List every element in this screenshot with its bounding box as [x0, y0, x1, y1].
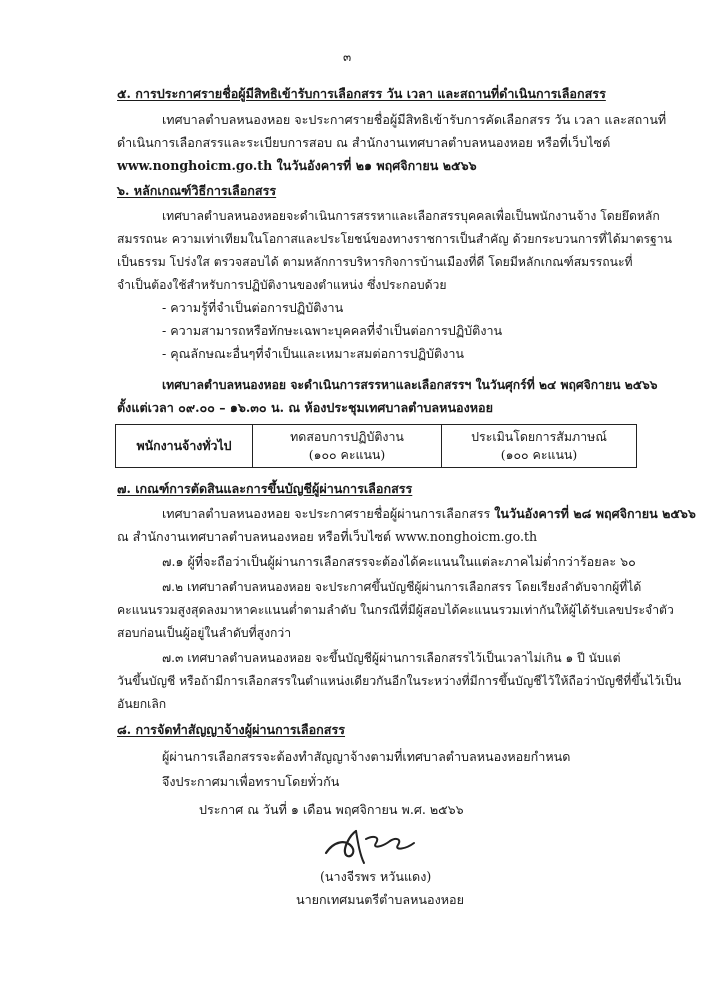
section5-website-date: www.nonghoicm.go.th ในวันอังคารที่ ๒๑ พฤศจิกายน ๒๕๖๖ — [117, 158, 477, 173]
section7-item-3-line-2: วันขึ้นบัญชี หรือถ้ามีการเลือกสรรในตำแหน่งเดียวกันอีกในระหว่างที่มีการขึ้นบัญชีไว้ให้ถือว่าบัญชีที่ขึ้นไว้เป็น — [117, 674, 682, 688]
signature-image — [320, 825, 420, 869]
practical-test-cell — [253, 425, 442, 468]
section7-item-2-line-3: สอบก่อนเป็นผู้อยู่ในลำดับที่สูงกว่า — [117, 626, 292, 640]
section6-line-3: เป็นธรรม โปร่งใส ตรวจสอบได้ ตามหลักการบริหารกิจการบ้านเมืองที่ดี โดยมีหลักเกณฑ์สมรรถนะที่ — [117, 255, 633, 269]
signer-name: (นางจีรพร หวันแดง) — [320, 869, 432, 884]
signer-title: นายกเทศมนตรีตำบลหนองหอย — [296, 892, 464, 907]
position-cell: พนักงานจ้างทั่วไป — [116, 425, 253, 468]
section6-bullet-1: - ความรู้ที่จำเป็นต่อการปฏิบัติงาน — [162, 300, 344, 315]
section7-item-2-line-2: คะแนนรวมสูงสุดลงมาหาคะแนนต่ำตามลำดับ ในกรณีที่มีผู้สอบได้คะแนนรวมเท่ากันให้ผู้ได้รับเลขประจำตัว — [117, 603, 674, 617]
section6-bullet-2: - ความสามารถหรือทักษะเฉพาะบุคคลที่จำเป็นต่อการปฏิบัติงาน — [162, 323, 503, 338]
section7-heading: ๗. เกณฑ์การตัดสินและการขึ้นบัญชีผู้ผ่านการเลือกสรร — [117, 481, 413, 496]
section6-line-1: เทศบาลตำบลหนองหอยจะดำเนินการสรรหาและเลือกสรรบุคคลเพื่อเป็นพนักงานจ้าง โดยยึดหลัก — [162, 209, 660, 223]
page-number: ๓ — [343, 50, 352, 64]
section7-item-1: ๗.๑ ผู้ที่จะถือว่าเป็นผู้ผ่านการเลือกสรรจะต้องได้คะแนนในแต่ละภาคไม่ต่ำกว่าร้อยละ ๖๐ — [162, 554, 636, 569]
section7-item-3-line-3: อันยกเลิก — [117, 697, 167, 711]
section5-heading: ๕. การประกาศรายชื่อผู้มีสิทธิเข้ารับการเลือกสรร วัน เวลา และสถานที่ดำเนินการเลือกสรร — [117, 86, 606, 101]
section8-heading: ๘. การจัดทำสัญญาจ้างผู้ผ่านการเลือกสรร — [117, 722, 346, 737]
section7-intro-text: เทศบาลตำบลหนองหอย จะประกาศรายชื่อผู้ผ่านการเลือกสรร — [162, 506, 495, 521]
interview-cell — [442, 425, 637, 468]
table-row — [116, 425, 637, 468]
section7-intro-date: ในวันอังคารที่ ๒๘ พฤศจิกายน ๒๕๖๖ — [494, 506, 696, 521]
section5-line-1: เทศบาลตำบลหนองหอย จะประกาศรายชื่อผู้มีสิทธิเข้ารับการคัดเลือกสรร วัน เวลา และสถานที่ — [162, 112, 667, 127]
section6-heading: ๖. หลักเกณฑ์วิธีการเลือกสรร — [117, 183, 277, 198]
section7-item-3-line-1: ๗.๓ เทศบาลตำบลหนองหอย จะขึ้นบัญชีผู้ผ่านการเลือกสรรไว้เป็นเวลาไม่เกิน ๑ ปี นับแต่ — [162, 651, 621, 665]
section6-line-4: จำเป็นต้องใช้สำหรับการปฏิบัติงานของตำแหน่ง ซึ่งประกอบด้วย — [117, 278, 447, 292]
announcement-date: ประกาศ ณ วันที่ ๑ เดือน พฤศจิกายน พ.ศ. ๒๕๖๖ — [199, 802, 464, 817]
section6-line-2: สมรรถนะ ความเท่าเทียมในโอกาสและประโยชน์ของทางราชการเป็นสำคัญ ด้วยกระบวนการที่ได้มาตรฐาน — [117, 232, 672, 246]
section7-intro-line-2: ณ สำนักงานเทศบาลตำบลหนองหอย หรือที่เว็บไซต์ www.nonghoicm.go.th — [117, 529, 538, 544]
practical-test-label: ทดสอบการปฏิบัติงาน — [290, 429, 404, 444]
interview-label: ประเมินโดยการสัมภาษณ์ — [471, 429, 607, 444]
section5-line-2: ดำเนินการเลือกสรรและระเบียบการสอบ ณ สำนักงานเทศบาลตำบลหนองหอย หรือที่เว็บไซต์ — [117, 135, 611, 150]
practical-test-score: (๑๐๐ คะแนน) — [308, 447, 386, 462]
schedule-line-1: เทศบาลตำบลหนองหอย จะดำเนินการสรรหาและเลือกสรรฯ ในวันศุกร์ที่ ๒๔ พฤศจิกายน ๒๕๖๖ — [162, 378, 658, 392]
section7-item-2-line-1: ๗.๒ เทศบาลตำบลหนองหอย จะประกาศขึ้นบัญชีผู้ผ่านการเลือกสรร โดยเรียงลำดับจากผู้ที่ได้ — [162, 580, 642, 594]
section7-intro — [162, 505, 696, 523]
section6-bullet-3: - คุณลักษณะอื่นๆที่จำเป็นและเหมาะสมต่อการปฏิบัติงาน — [162, 346, 465, 361]
schedule-line-2: ตั้งแต่เวลา ๐๙.๐๐ – ๑๖.๓๐ น. ณ ห้องประชุมเทศบาลตำบลหนองหอย — [117, 400, 494, 415]
evaluation-table — [115, 424, 637, 468]
section8-line-2: จึงประกาศมาเพื่อทราบโดยทั่วกัน — [162, 774, 340, 789]
section8-line-1: ผู้ผ่านการเลือกสรรจะต้องทำสัญญาจ้างตามที่เทศบาลตำบลหนองหอยกำหนด — [162, 749, 571, 764]
interview-score: (๑๐๐ คะแนน) — [500, 447, 578, 462]
